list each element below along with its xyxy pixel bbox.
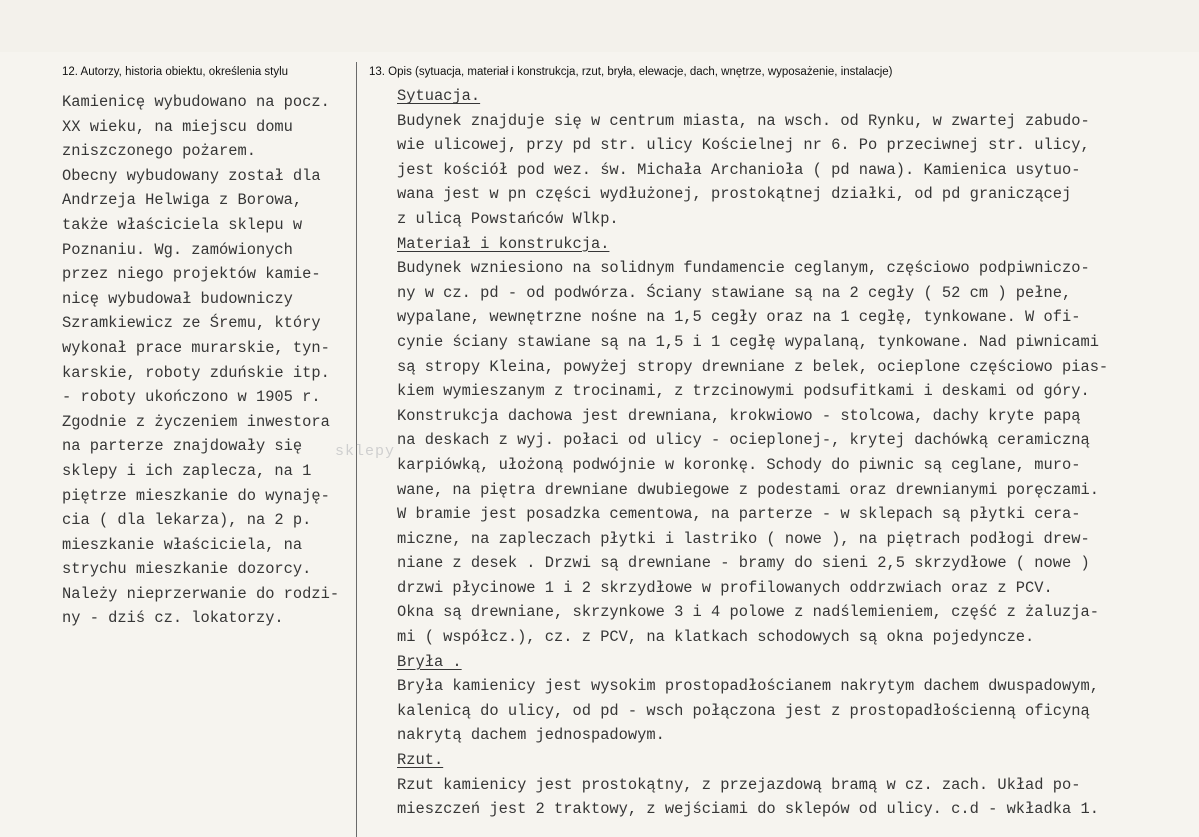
text-line: zniszczonego pożarem. — [62, 142, 256, 161]
text-line: cia ( dla lekarza), na 2 p. — [62, 511, 312, 530]
text-line: karpiówką, ułożoną podwójnie w koronkę. Schody do piwnic są ceglane, muro- — [397, 455, 1081, 474]
text-line: Konstrukcja dachowa jest drewniana, krokwiowo - stolcowa, dachy kryte papą — [397, 406, 1081, 425]
text-line: niane z desek . Drzwi są drewniane - bramy do sieni 2,5 skrzydłowe ( nowe ) — [397, 554, 1090, 573]
text-line: mieszczeń jest 2 traktowy, z wejściami do sklepów od ulicy. c.d - wkładka 1. — [397, 800, 1099, 819]
text-line: sklepy i ich zaplecza, na 1 — [62, 461, 312, 480]
text-line: cynie ściany stawiane są na 1,5 i 1 cegłę wypalaną, tynkowane. Nad piwnicami — [397, 332, 1099, 351]
section-12-header: 12. Autorzy, historia obiektu, określenia stylu — [62, 66, 289, 78]
text-line: - roboty ukończono w 1905 r. — [62, 388, 321, 407]
text-line: XX wieku, na miejscu domu — [62, 117, 293, 136]
text-line: są stropy Kleina, powyżej stropy drewniane z belek, ocieplone częściowo pias- — [397, 357, 1109, 376]
text-line: kalenicą do ulicy, od pd - wsch połączona jest z prostopadłościenną oficyną — [397, 701, 1090, 720]
text-line: karskie, roboty zduńskie itp. — [62, 363, 330, 382]
text-line: Andrzeja Helwiga z Borowa, — [62, 191, 303, 210]
text-line: wana jest w pn części wydłużonej, prostokątnej działki, od pd graniczącej — [397, 185, 1072, 204]
text-line: wykonał prace murarskie, tyn- — [62, 338, 330, 357]
text-line: Rzut kamienicy jest prostokątny, z przejazdową bramą w cz. zach. Układ po- — [397, 775, 1081, 794]
text-line: Poznaniu. Wg. zamówionych — [62, 240, 293, 259]
text-line: Budynek wzniesiono na solidnym fundamencie ceglanym, częściowo podpiwniczo- — [397, 259, 1090, 278]
section-heading: Bryła . — [397, 652, 462, 671]
section-heading: Sytuacja. — [397, 87, 481, 105]
text-line: ny - dziś cz. lokatorzy. — [62, 609, 284, 628]
text-line: Bryła kamienicy jest wysokim prostopadłościanem nakrytym dachem dwuspadowym, — [397, 677, 1099, 696]
text-line: jest kościół pod wez. św. Michała Archanioła ( pd nawa). Kamienica usytuo- — [397, 160, 1081, 179]
section-heading: Materiał i konstrukcja. — [397, 234, 610, 253]
text-line: miczne, na zapleczach płytki i lastriko ( nowe ), na piętrach podłogi drew- — [397, 529, 1090, 548]
text-line: wie ulicowej, przy pd str. ulicy Kościelnej nr 6. Po przeciwnej str. ulicy, — [397, 136, 1090, 155]
text-line: kiem wymieszanym z trocinami, z trzcinowymi podsufitkami i deskami od góry. — [397, 382, 1090, 401]
text-line: Budynek znajduje się w centrum miasta, na wsch. od Rynku, w zwartej zabudo- — [397, 111, 1090, 130]
section-13-text — [397, 84, 1108, 822]
text-line: także właściciela sklepu w — [62, 215, 303, 234]
text-line: drzwi płycinowe 1 i 2 skrzydłowe w profilowanych oddrzwiach oraz z PCV. — [397, 578, 1053, 597]
section-heading: Rzut. — [397, 751, 444, 770]
text-line: przez niego projektów kamie- — [62, 265, 321, 284]
text-line: ny w cz. pd - od podwórza. Ściany stawiane są na 2 cegły ( 52 cm ) pełne, — [397, 283, 1072, 302]
text-line: Okna są drewniane, skrzynkowe 3 i 4 polowe z nadślemieniem, część z żaluzja- — [397, 603, 1099, 622]
text-line: Szramkiewicz ze Śremu, który — [62, 314, 321, 333]
text-line: wane, na piętra drewniane dwubiegowe z podestami oraz drewnianymi poręczami. — [397, 480, 1099, 499]
text-line: Należy nieprzerwanie do rodzi- — [62, 584, 340, 603]
text-line: Kamienicę wybudowano na pocz. — [62, 93, 330, 111]
faint-overlapping-text: sklepy — [335, 443, 396, 460]
text-line: na parterze znajdowały się — [62, 437, 303, 456]
text-line: wypalane, wewnętrzne nośne na 1,5 cegły oraz na 1 cegłę, tynkowane. W ofi- — [397, 308, 1081, 327]
section-12-text — [62, 90, 339, 631]
text-line: mieszkanie właściciela, na — [62, 535, 303, 554]
text-line: W bramie jest posadzka cementowa, na parterze - w sklepach są płytki cera- — [397, 505, 1081, 524]
text-line: nakrytą dachem jednospadowym. — [397, 726, 665, 745]
text-line: nicę wybudował budowniczy — [62, 289, 293, 308]
top-margin — [0, 0, 1199, 52]
text-line: Obecny wybudowany został dla — [62, 166, 321, 185]
text-line: z ulicą Powstańców Wlkp. — [397, 209, 619, 228]
text-line: strychu mieszkanie dozorcy. — [62, 560, 312, 579]
text-line: mi ( współcz.), cz. z PCV, na klatkach schodowych są okna pojedyncze. — [397, 628, 1035, 647]
text-line: Zgodnie z życzeniem inwestora — [62, 412, 330, 431]
text-line: na deskach z wyj. połaci od ulicy - ocieplonej-, krytej dachówką ceramiczną — [397, 431, 1090, 450]
text-line: piętrze mieszkanie do wynaję- — [62, 486, 330, 505]
section-13-header: 13. Opis (sytuacja, materiał i konstrukcja, rzut, bryła, elewacje, dach, wnętrze, wyposażenie, instalacje) — [369, 66, 893, 78]
